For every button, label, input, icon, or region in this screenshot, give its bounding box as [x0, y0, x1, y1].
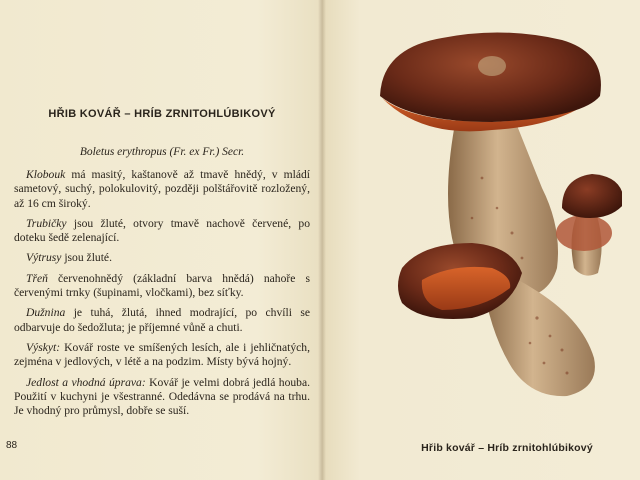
paragraph-trubicky: Trubičky jsou žluté, otvory tmavě nachově červené, po doteku šedě zelenající. [14, 216, 310, 245]
paragraph-tren: Třeň červenohnědý (základní barva hnědá) nahoře s červenými trnky (šupinami, vločkami), bez síťky. [14, 271, 310, 300]
paragraph-klobouk: Klobouk má masitý, kaštanově až tmavě hnědý, v mládí sametový, suchý, polokulovitý, později polštářovitě rozložený, až 16 cm široký. [14, 168, 310, 210]
paragraph-jedlost: Jedlost a vhodná úprava: Kovář je velmi dobrá jedlá houba. Použití v kuchyni je všestranné. Odedávna se prodává na trhu. Je vhodný pro průmysl, dobře se suší. [14, 375, 311, 418]
figure-caption: Hřib kovář – Hríb zrnitohlúbikový [421, 442, 593, 454]
latin-name: Boletus erythropus (Fr. ex Fr.) Secr. [79, 146, 245, 158]
mushroom-illustration [362, 18, 622, 418]
page-heading: HŘIB KOVÁŘ – HRÍB ZRNITOHLÚBIKOVÝ [48, 108, 276, 120]
book-gutter [318, 0, 326, 480]
term-label: Trubičky [26, 216, 67, 230]
right-page [322, 0, 640, 480]
term-label: Výskyt: [26, 340, 61, 354]
term-label: Třeň [26, 271, 48, 285]
cap-highlight [478, 56, 506, 76]
paragraph-vytrusy: Výtrusy jsou žluté. [26, 251, 112, 265]
term-label: Dužnina [26, 306, 66, 320]
term-label: Jedlost a vhodná úprava: [26, 375, 146, 389]
term-label: Klobouk [26, 168, 66, 181]
paragraph-duznina: Dužnina je tuhá, žlutá, ihned modrající, po chvíli se odbarvuje do šedožluta; je příjemné vůně a chuti. [14, 306, 310, 334]
description-text [14, 168, 310, 424]
paragraph-vyskyt: Výskyt: Kovář roste ve smíšených lesích, ale i jehličnatých, zejména v jedlových, v létě a na podzim. Místy bývá hojný. [14, 340, 310, 369]
small-cap-lower [556, 215, 612, 251]
page-number: 88 [6, 440, 18, 451]
large-cap [380, 32, 601, 122]
small-cap [562, 174, 622, 218]
term-label: Výtrusy [26, 251, 62, 265]
